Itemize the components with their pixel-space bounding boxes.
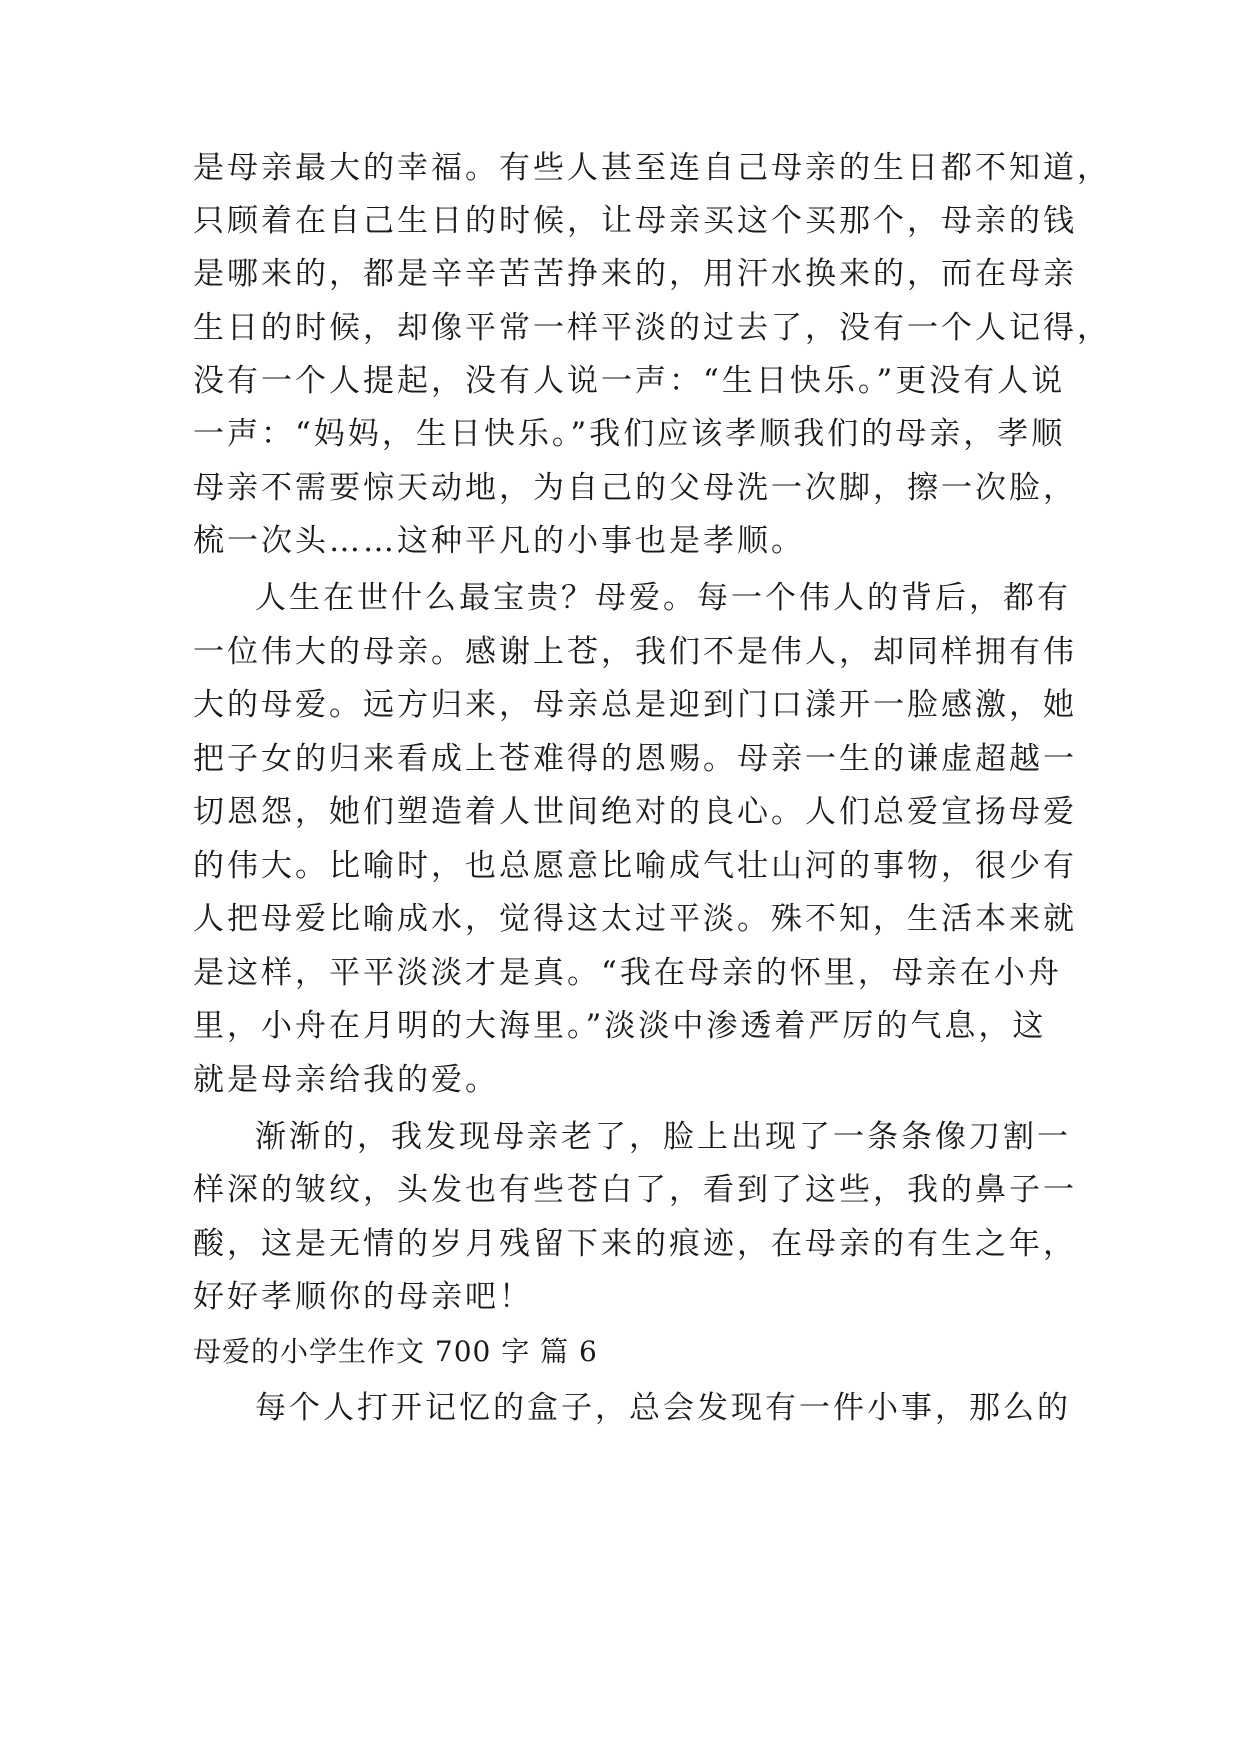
- paragraph-1-line-3: 是哪来的，都是辛辛苦苦挣来的，用汗水换来的，而在母亲: [193, 256, 1077, 292]
- paragraph-2-line-1: 人生在世什么最宝贵？母爱。每一个伟人的背后，都有: [255, 580, 1071, 616]
- paragraph-3-line-1: 渐渐的，我发现母亲老了，脸上出现了一条条像刀割一: [255, 1119, 1071, 1155]
- paragraph-3-line-4: 好好孝顺你的母亲吧！: [193, 1279, 533, 1315]
- paragraph-2-line-3: 大的母爱。远方归来，母亲总是迎到门口漾开一脸感激，她: [193, 687, 1077, 723]
- paragraph-1-line-4: 生日的时候，却像平常一样平淡的过去了，没有一个人记得，: [193, 310, 1111, 346]
- paragraph-1-line-2: 只顾着在自己生日的时候，让母亲买这个买那个，母亲的钱: [193, 203, 1077, 239]
- paragraph-1-line-1: 是母亲最大的幸福。有些人甚至连自己母亲的生日都不知道，: [193, 150, 1111, 186]
- paragraph-2-line-10: 就是母亲给我的爱。: [193, 1062, 499, 1098]
- paragraph-1-line-8: 梳一次头……这种平凡的小事也是孝顺。: [193, 523, 805, 559]
- paragraph-2-line-5: 切恩怨，她们塑造着人世间绝对的良心。人们总爱宣扬母爱: [193, 794, 1077, 830]
- paragraph-2-line-7: 人把母爱比喻成水，觉得这太过平淡。殊不知，生活本来就: [193, 901, 1077, 937]
- paragraph-2-line-4: 把子女的归来看成上苍难得的恩赐。母亲一生的谦虚超越一: [193, 741, 1077, 777]
- paragraph-2-line-2: 一位伟大的母亲。感谢上苍，我们不是伟人，却同样拥有伟: [193, 634, 1077, 670]
- paragraph-1-line-7: 母亲不需要惊天动地，为自己的父母洗一次脚，擦一次脸，: [193, 470, 1077, 506]
- paragraph-3-line-2: 样深的皱纹，头发也有些苍白了，看到了这些，我的鼻子一: [193, 1172, 1077, 1208]
- paragraph-2-line-6: 的伟大。比喻时，也总愿意比喻成气壮山河的事物，很少有: [193, 848, 1077, 884]
- section-heading: 母爱的小学生作文 700 字 篇 6: [193, 1335, 598, 1368]
- paragraph-2-line-9: 里，小舟在月明的大海里。”淡淡中渗透着严厉的气息，这: [193, 1008, 1047, 1044]
- paragraph-2-line-8: 是这样，平平淡淡才是真。“我在母亲的怀里，母亲在小舟: [193, 955, 1062, 991]
- paragraph-3-line-3: 酸，这是无情的岁月残留下来的痕迹，在母亲的有生之年，: [193, 1226, 1077, 1262]
- paragraph-1-line-5: 没有一个人提起，没有人说一声：“生日快乐。”更没有人说: [193, 363, 1066, 399]
- paragraph-4-line-1: 每个人打开记忆的盒子，总会发现有一件小事，那么的: [255, 1390, 1071, 1426]
- paragraph-1-line-6: 一声：“妈妈，生日快乐。”我们应该孝顺我们的母亲，孝顺: [193, 416, 1066, 452]
